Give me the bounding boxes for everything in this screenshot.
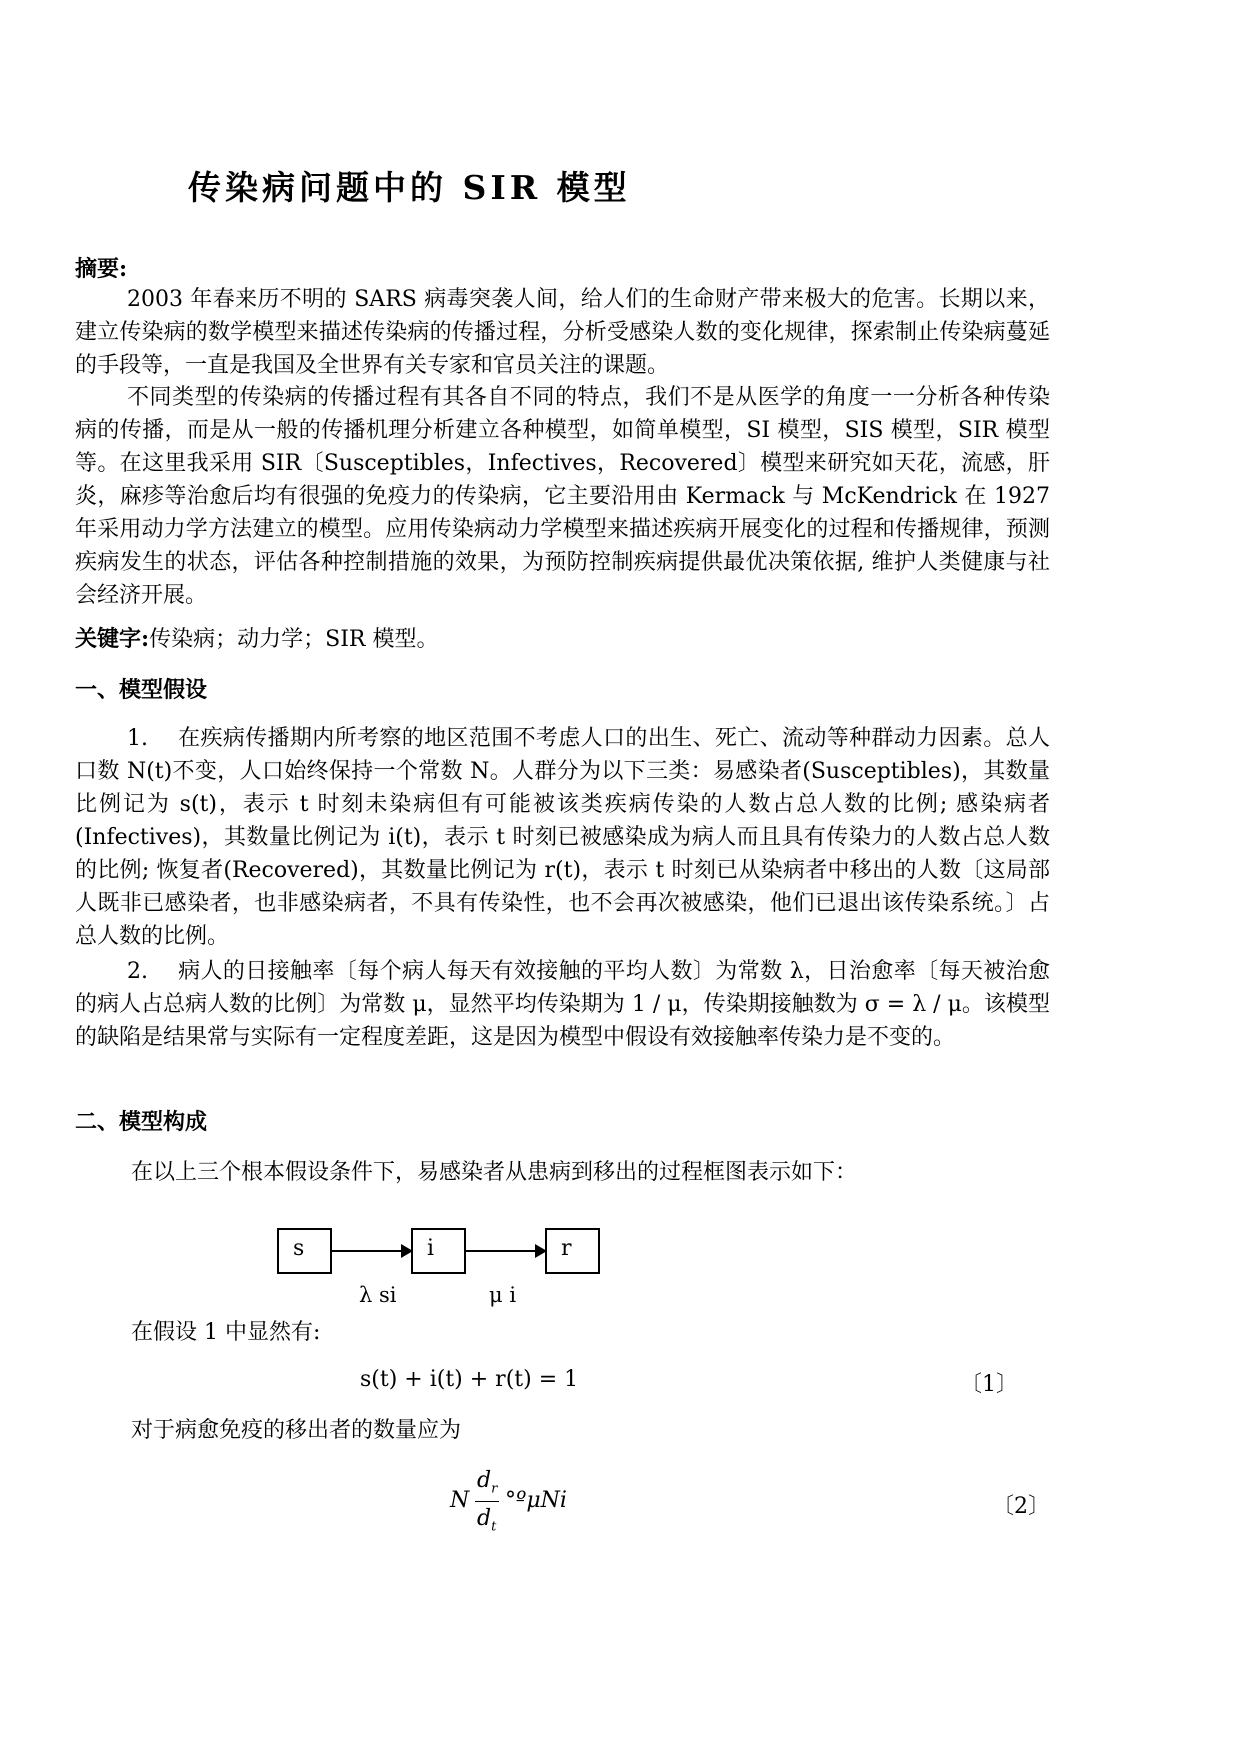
arrow-s-to-i — [332, 1250, 411, 1252]
box-s: s — [277, 1228, 332, 1274]
fraction-bar — [475, 1501, 499, 1502]
keywords-text: 传染病；动力学；SIR 模型。 — [149, 627, 439, 652]
removed-line: 对于病愈免疫的移出者的数量应为 — [131, 1418, 462, 1443]
equation-2-rhs: °ºμNi — [505, 1488, 567, 1513]
section-heading-assumptions: 一、模型假设 — [75, 677, 208, 703]
equation-2-denominator: $d_t$ — [477, 1506, 497, 1535]
keywords-line — [75, 622, 438, 653]
equation-1-number: 〔1〕 — [960, 1372, 1018, 1397]
sir-flow-diagram — [277, 1228, 607, 1307]
diagram-intro-text: 在以上三个根本假设条件下，易感染者从患病到移出的过程框图表示如下： — [131, 1160, 858, 1185]
keywords-label: 关键字: — [75, 626, 150, 652]
box-i: i — [411, 1228, 466, 1274]
section-heading-construction: 二、模型构成 — [75, 1109, 208, 1135]
equation-2-numerator: $d_r$ — [477, 1468, 498, 1497]
abstract-paragraph-2: 不同类型的传染病的传播过程有其各自不同的特点，我们不是从医学的角度一一分析各种传染病的传播，而是从一般的传播机理分析建立各种模型，如简单模型，SI 模型，SIS 模型，SIR 模型等。在这里我采用 SIR〔Susceptibles，Infectives，Recovered〕模型来研究如天花，流感，肝炎，麻疹等治愈后均有很强的免疫力的传染病，它主要沿用由 Kermack 与 McKendrick 在 1927 年采用动力学方法建立的模型。应用传染病动力学模型来描述疾病开展变化的过程和传播规律，预测疾病发生的状态，评估各种控制措施的效果，为预防控制疾病提供最优决策依据, 维护人类健康与社会经济开展。 — [75, 385, 1050, 608]
equation-2-N: N — [450, 1488, 470, 1513]
assumption-item-2: 2. 病人的日接触率〔每个病人每天有效接触的平均人数〕为常数 λ，日治愈率〔每天被治愈的病人占总病人数的比例〕为常数 μ，显然平均传染期为 1 / μ，传染期接触数为 σ = λ / μ。该模型的缺陷是结果常与实际有一定程度差距，这是因为模型中假设有效接触率传染力是不变的。 — [75, 959, 1050, 1050]
equation-1: s(t) + i(t) + r(t) = 1 — [360, 1367, 579, 1392]
box-r: r — [545, 1228, 600, 1274]
page-title: 传染病问题中的 SIR 模型 — [188, 168, 631, 207]
equation-2-number: 〔2〕 — [992, 1494, 1050, 1519]
abstract-paragraph-1: 2003 年春来历不明的 SARS 病毒突袭人间，给人们的生命财产带来极大的危害。长期以来，建立传染病的数学模型来描述传染病的传播过程，分析受感染人数的变化规律，探索制止传染病蔓延的手段等，一直是我国及全世界有关专家和官员关注的课题。 — [75, 287, 1050, 378]
assumption-item-1: 1. 在疾病传播期内所考察的地区范围不考虑人口的出生、死亡、流动等种群动力因素。总人口数 N(t)不变，人口始终保持一个常数 N。人群分为以下三类：易感染者(Susceptibles)，其数量比例记为 s(t)，表示 t 时刻未染病但有可能被该类疾病传染的人数占总人数的比例; 感染病者(Infectives)，其数量比例记为 i(t)，表示 t 时刻已被感染成为病人而且具有传染力的人数占总人数的比例; 恢复者(Recovered)，其数量比例记为 r(t)，表示 t 时刻已从染病者中移出的人数〔这局部人既非已感染者，也非感染病者，不具有传染性，也不会再次被感染，他们已退出该传染系统。〕占总人数的比例。 — [75, 726, 1050, 949]
assumption-line: 在假设 1 中显然有: — [131, 1320, 321, 1345]
equation-2 — [450, 1468, 590, 1538]
arrow-i-to-r — [466, 1250, 545, 1252]
rate-label-lambda-si: λ si — [359, 1283, 397, 1307]
abstract-label: 摘要: — [75, 256, 128, 282]
rate-label-mu-i: μ i — [489, 1283, 517, 1307]
